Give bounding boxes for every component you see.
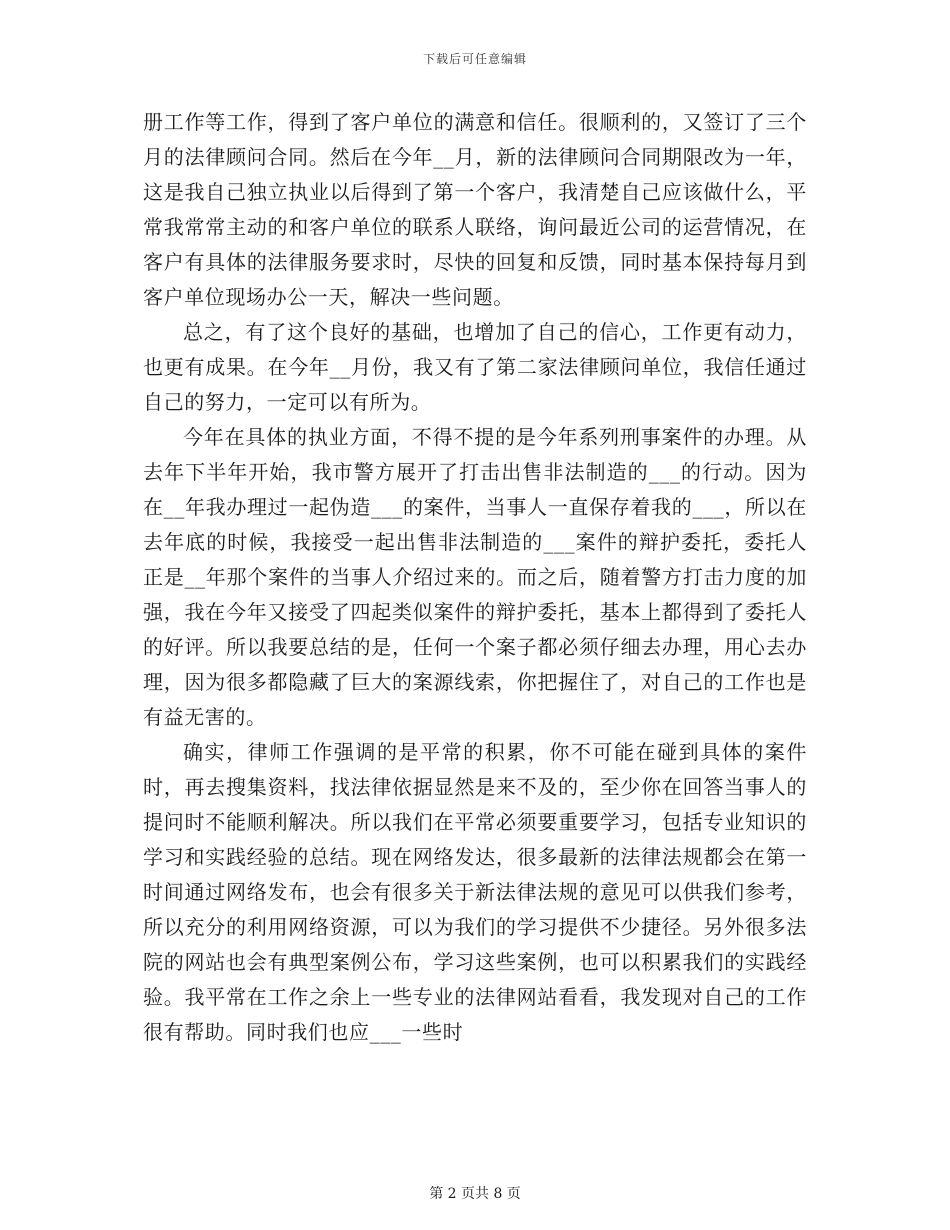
page-footer: 第 2 页共 8 页 <box>429 1186 521 1202</box>
paragraph-2: 总之，有了这个良好的基础，也增加了自己的信心，工作更有动力，也更有成果。在今年__月份，我又有了第二家法律顾问单位，我信任通过自己的努力，一定可以有所为。 <box>143 320 807 414</box>
paragraph-3: 今年在具体的执业方面，不得不提的是今年系列刑事案件的办理。从去年下半年开始，我市警方展开了打击出售非法制造的___的行动。因为在__年我办理过一起伪造___的案件，当事人一直保存着我的___，所以在去年底的时候，我接受一起出售非法制造的___案件的辩护委托，委托人正是__年那个案件的当事人介绍过来的。而之后，随着警方打击力度的加强，我在今年又接受了四起类似案件的辩护委托，基本上都得到了委托人的好评。所以我要总结的是，任何一个案子都必须仔细去办理，用心去办理，因为很多都隐藏了巨大的案源线索，你把握住了，对自己的工作也是有益无害的。 <box>143 425 807 729</box>
page-header: 下载后可任意编辑 <box>422 52 527 66</box>
paragraph-4: 确实，律师工作强调的是平常的积累，你不可能在碰到具体的案件时，再去搜集资料，找法律依据显然是来不及的，至少你在回答当事人的提问时不能顺利解决。所以我们在平常必须要重要学习，包括专业知识的学习和实践经验的总结。现在网络发达，很多最新的法律法规都会在第一时间通过网络发布，也会有很多关于新法律法规的意见可以供我们参考，所以充分的利用网络资源，可以为我们的学习提供不少捷径。另外很多法院的网站也会有典型案例公布，学习这些案例，也可以积累我们的实践经验。我平常在工作之余上一些专业的法律网站看看，我发现对自己的工作很有帮助。同时我们也应___一些时 <box>143 740 807 1044</box>
document-body <box>143 105 807 1050</box>
paragraph-1: 册工作等工作，得到了客户单位的满意和信任。很顺利的，又签订了三个月的法律顾问合同。然后在今年__月，新的法律顾问合同期限改为一年，这是我自己独立执业以后得到了第一个客户，我清楚自己应该做什么，平常我常常主动的和客户单位的联系人联络，询问最近公司的运营情况，在客户有具体的法律服务要求时，尽快的回复和反馈，同时基本保持每月到客户单位现场办公一天，解决一些问题。 <box>143 110 807 309</box>
